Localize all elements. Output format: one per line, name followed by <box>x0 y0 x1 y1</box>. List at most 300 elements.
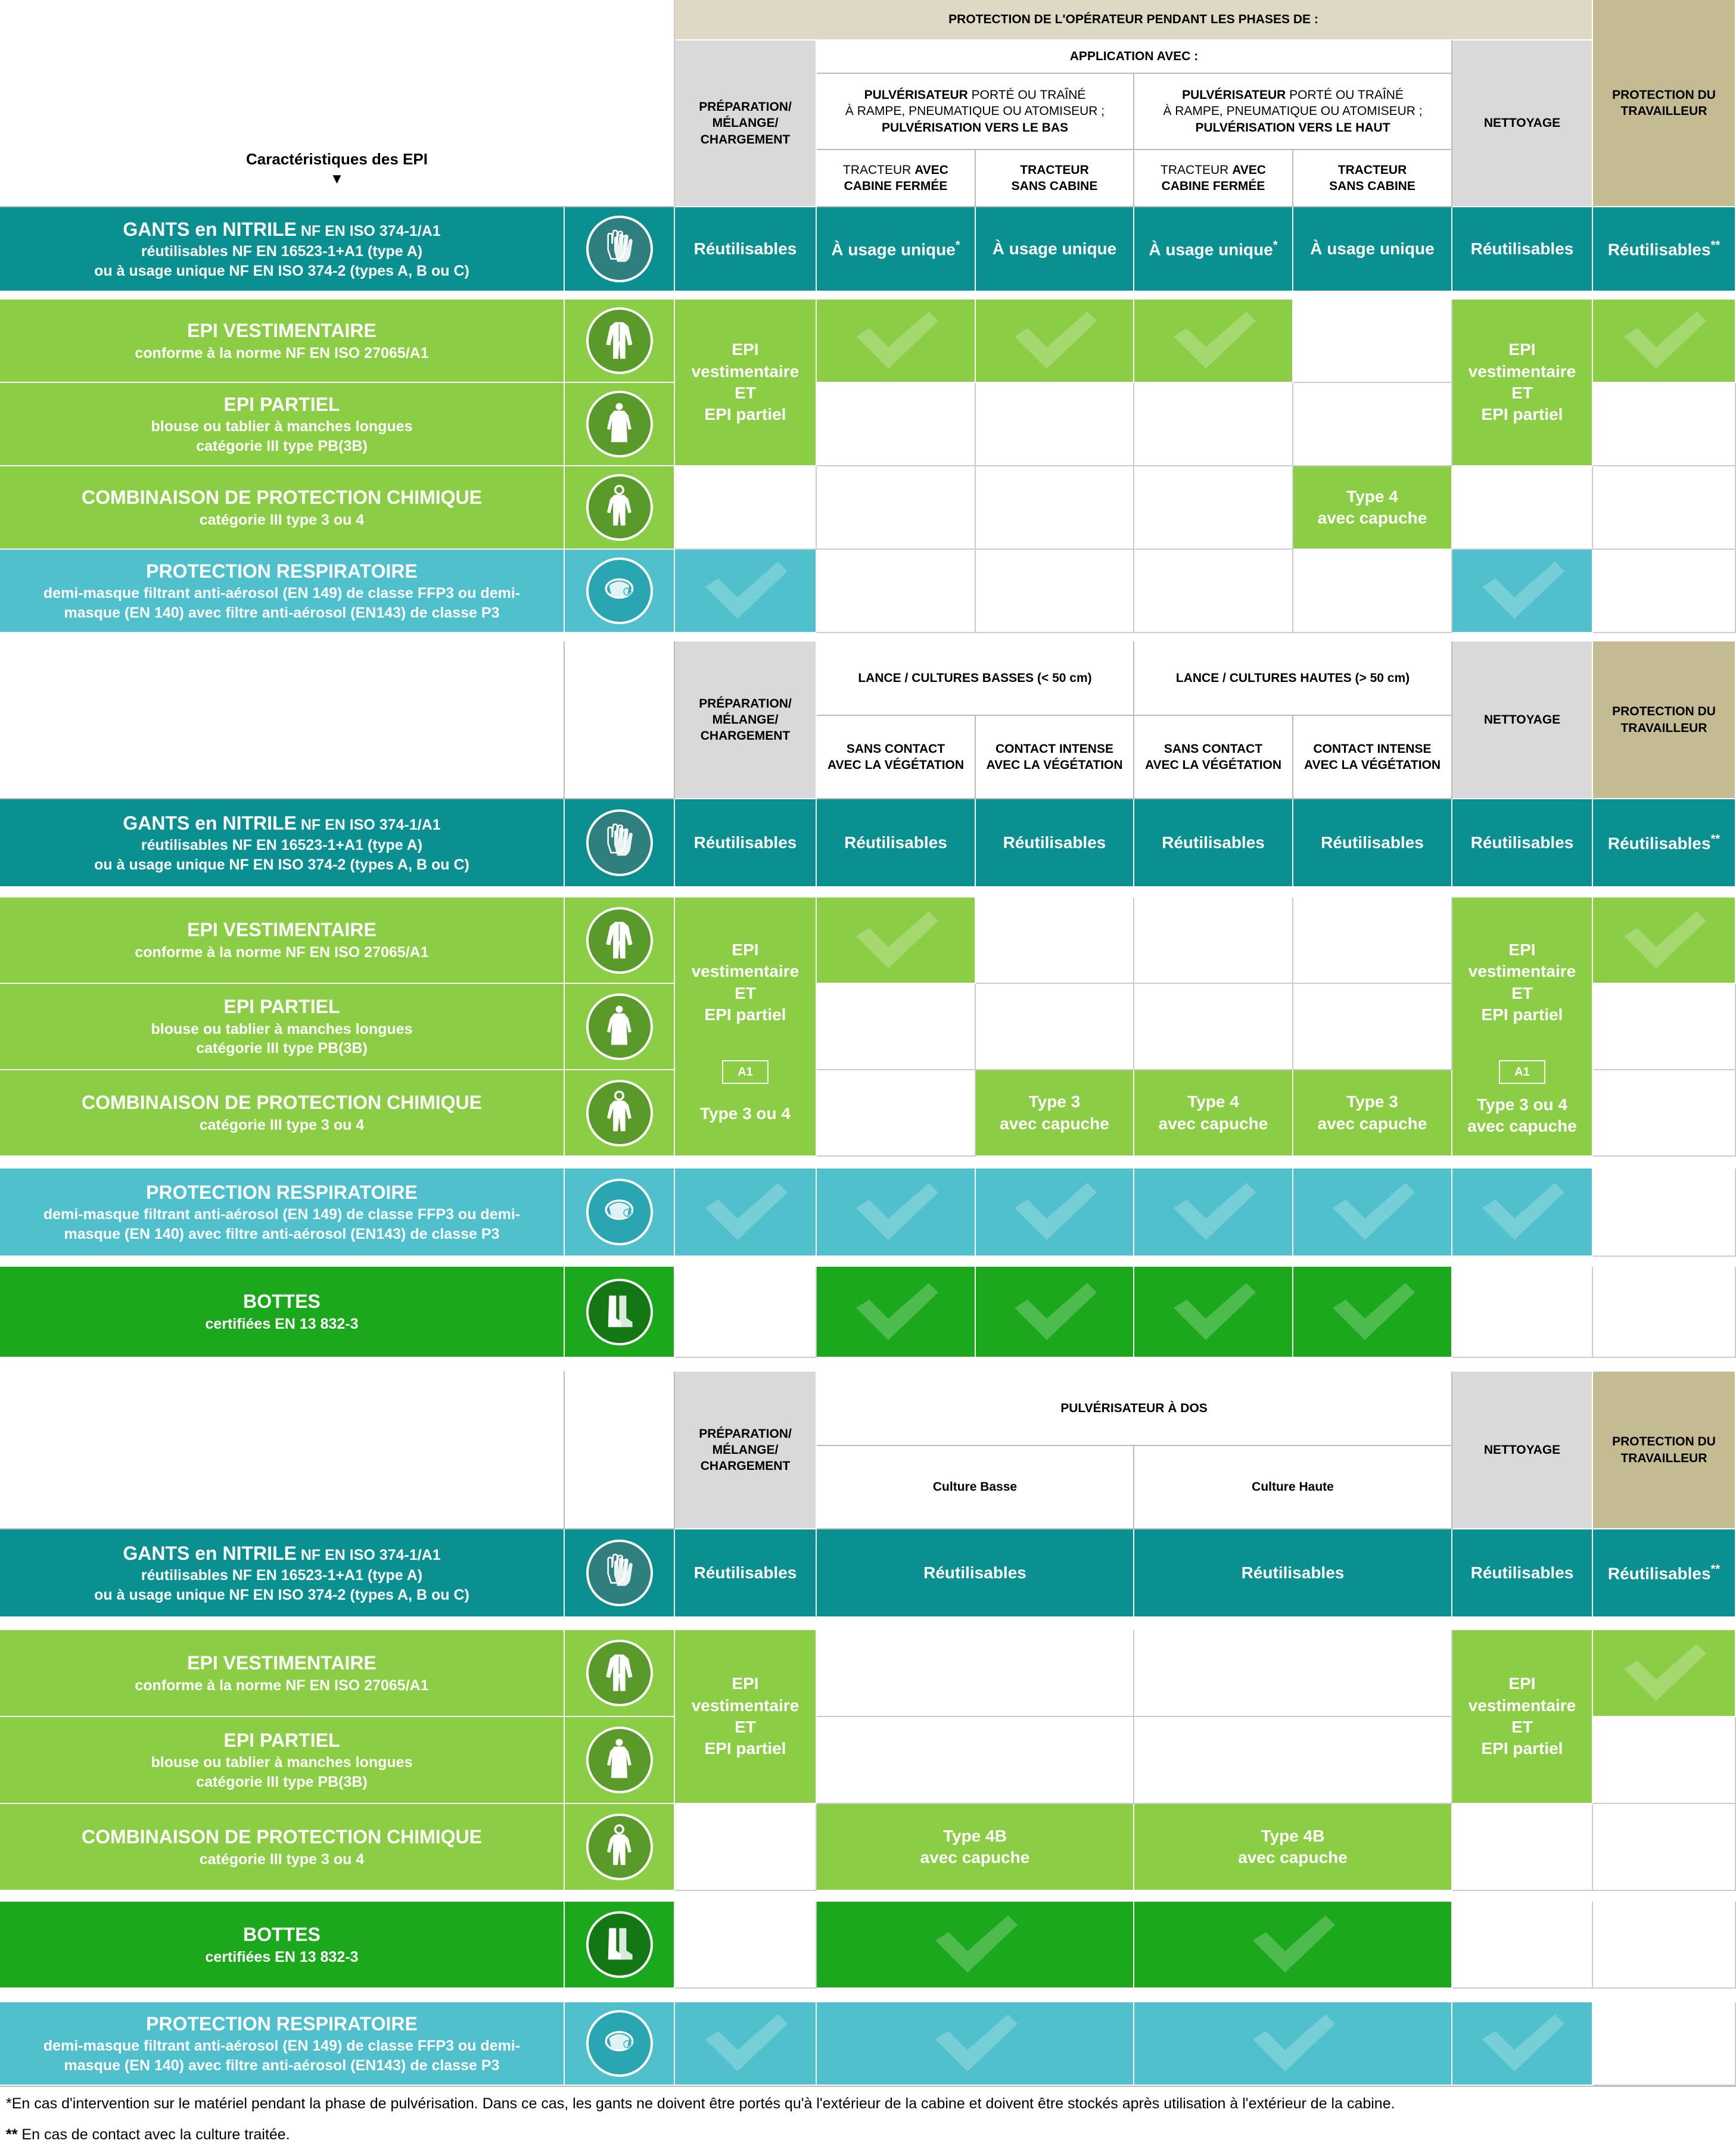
hooded-suit-icon <box>586 1080 653 1146</box>
data-cell <box>675 799 817 887</box>
data-cell <box>675 1169 817 1257</box>
partiel-icon-cell <box>565 383 675 466</box>
partiel-icon-cell <box>565 984 675 1070</box>
check-mark <box>1328 1179 1417 1245</box>
cell-text: SANS CONTACT AVEC LA VÉGÉTATION <box>827 741 965 772</box>
cell-text: PULVÉRISATEUR <box>864 88 968 102</box>
cell-text: CABINE FERMÉE <box>844 179 948 193</box>
data-cell <box>817 300 976 383</box>
value-with-note <box>1149 238 1277 261</box>
cell-text: Type 3 ou 4 avec capuche <box>1467 1095 1577 1136</box>
cell-text: Type 4 avec capuche <box>1158 1092 1268 1133</box>
cell-text: À RAMPE, PNEUMATIQUE OU ATOMISEUR ; <box>1163 104 1423 119</box>
header-tracteur-avec-2 <box>1134 150 1293 207</box>
cell-text: EPI VESTIMENTAIRE <box>187 1652 377 1674</box>
cell-text: PROTECTION DE L'OPÉRATEUR PENDANT LES PHASES DE : <box>948 13 1318 27</box>
check-mark <box>1477 2011 1567 2076</box>
header-nettoyage <box>1452 40 1593 207</box>
boots-icon <box>586 1911 653 1978</box>
cell-text: EPI PARTIEL <box>223 1729 340 1751</box>
data-cell <box>1134 1630 1452 1717</box>
check-mark <box>931 2011 1020 2076</box>
cell-text: blouse ou tablier à manches longues <box>151 418 413 435</box>
cell-text: GANTS en NITRILE <box>123 1542 297 1564</box>
cell-text: PULVÉRISATEUR <box>1182 88 1286 102</box>
data-cell <box>1293 898 1452 984</box>
data-cell <box>1134 383 1293 466</box>
data-cell <box>1452 1529 1593 1618</box>
check-mark <box>1169 308 1258 373</box>
resp-icon-cell <box>565 2002 675 2086</box>
tracteur-line1 <box>1161 162 1266 178</box>
gants-label <box>0 799 565 887</box>
cell-text: À usage unique <box>831 239 956 258</box>
cell-text: réutilisables NF EN 16523-1+A1 (type A) <box>141 837 423 854</box>
cell-text: AVEC <box>914 163 948 177</box>
data-cell <box>675 207 817 292</box>
cell-text: PULVÉRISATEUR À DOS <box>1060 1401 1208 1415</box>
a1-badge: A1 <box>722 1060 769 1084</box>
cell-text: Culture Haute <box>1252 1480 1334 1494</box>
cell-text: NF EN ISO 374-1/A1 <box>296 222 441 239</box>
cell-text: Réutilisables <box>693 1563 797 1582</box>
cell-text: LANCE / CULTURES BASSES (< 50 cm) <box>858 671 1092 685</box>
data-cell <box>817 1717 1134 1804</box>
header-contact-intense <box>976 716 1134 799</box>
cell-text: Réutilisables <box>1607 239 1711 258</box>
cell-text: CONTACT INTENSE AVEC LA VÉGÉTATION <box>986 741 1123 772</box>
bottes-icon-cell <box>565 1267 675 1358</box>
tracteur-line1 <box>843 162 948 178</box>
partiel-label <box>0 984 565 1070</box>
superscript: * <box>1273 238 1278 252</box>
cell-text: catégorie III type 3 ou 4 <box>199 1850 365 1868</box>
cell-text: BOTTES <box>243 1291 321 1313</box>
gants-icon-cell <box>565 1529 675 1618</box>
cell-text: masque (EN 140) avec filtre anti-aérosol (EN143) de classe P3 <box>64 604 500 621</box>
data-cell <box>817 207 976 292</box>
data-cell <box>817 1804 1134 1891</box>
cell-text: PRÉPARATION/ MÉLANGE/ CHARGEMENT <box>699 1426 792 1473</box>
cell-text: SANS CONTACT AVEC LA VÉGÉTATION <box>1144 741 1282 772</box>
cell-text: réutilisables NF EN 16523-1+A1 (type A) <box>141 243 423 260</box>
data-cell <box>1452 466 1593 550</box>
check-mark <box>701 1179 790 1245</box>
cell-text: conforme à la norme NF EN ISO 27065/A1 <box>135 344 429 362</box>
cell-text: catégorie III type PB(3B) <box>196 1773 368 1790</box>
check-mark <box>1619 308 1709 373</box>
value-with-note <box>1608 238 1720 261</box>
data-cell <box>675 1529 817 1618</box>
data-cell <box>1452 1169 1593 1257</box>
check-mark <box>851 308 941 373</box>
vest-icon-cell <box>565 898 675 984</box>
footnote-text: En cas d'intervention sur le matériel pendant la phase de pulvérisation. Dans ce cas, les gants ne doivent être portés qu'à l'extérieur de la cabine et doivent être stockés après utilisation à l'extérieur de la cabine. <box>11 2095 1395 2112</box>
cell-text: AVEC <box>1232 163 1266 177</box>
cell-text: TRACTEUR SANS CABINE <box>1329 163 1415 193</box>
footnote-mark: ** <box>6 2126 18 2143</box>
data-cell <box>1593 1902 1736 1989</box>
data-cell <box>1452 2002 1593 2086</box>
superscript: ** <box>1710 1562 1721 1576</box>
cell-text: PROTECTION RESPIRATOIRE <box>146 2012 418 2035</box>
gants-icon-cell <box>565 799 675 887</box>
data-cell <box>1593 383 1736 466</box>
data-cell <box>817 550 976 633</box>
check-mark <box>851 908 941 973</box>
cell-text: EPI vestimentaire ET EPI partiel <box>691 340 799 424</box>
data-cell <box>1134 207 1293 292</box>
data-cell <box>1134 1717 1452 1804</box>
cell-text: Réutilisables <box>1470 1563 1574 1582</box>
data-cell <box>1593 1169 1736 1257</box>
cell-text: EPI VESTIMENTAIRE <box>187 919 377 941</box>
cell-text: Réutilisables <box>1607 833 1711 852</box>
data-cell <box>817 466 976 550</box>
header-tracteur-avec-1 <box>817 150 976 207</box>
value-with-note <box>1608 1562 1720 1585</box>
value-with-note <box>831 238 960 261</box>
bottes-icon-cell <box>565 1902 675 1989</box>
cell-text: NETTOYAGE <box>1483 712 1561 727</box>
data-cell <box>1593 550 1736 633</box>
data-cell <box>675 1804 817 1891</box>
cell-text: PROTECTION DU TRAVAILLEUR <box>1612 705 1716 735</box>
respirator-mask-icon <box>586 557 653 624</box>
header-travailleur <box>1593 1372 1736 1529</box>
data-cell <box>1452 1267 1593 1358</box>
cell-text: Réutilisables <box>693 833 797 852</box>
cell-text: Réutilisables <box>1162 833 1265 852</box>
cell-text: blouse ou tablier à manches longues <box>151 1754 413 1771</box>
combi-icon-cell <box>565 466 675 550</box>
data-cell <box>1293 984 1452 1070</box>
data-cell <box>817 898 976 984</box>
vest-label <box>0 300 565 383</box>
data-cell <box>1452 1902 1593 1989</box>
gloves-title <box>123 217 440 242</box>
cell-text: demi-masque filtrant anti-aérosol (EN 149) de classe FFP3 ou demi- <box>43 2037 521 2055</box>
cell-text: Réutilisables <box>1470 239 1574 258</box>
data-cell <box>976 300 1134 383</box>
corner-cell <box>0 0 675 207</box>
cell-text: À usage unique <box>992 239 1117 258</box>
gloves-icon <box>586 809 653 876</box>
data-cell <box>817 1630 1134 1717</box>
cell-text: Réutilisables <box>1607 1563 1711 1582</box>
cell-text: Type 3 avec capuche <box>1317 1092 1427 1133</box>
check-mark <box>1248 1912 1337 1977</box>
blank-header-cell <box>0 641 565 799</box>
data-cell <box>1134 799 1293 887</box>
resp-label <box>0 550 565 633</box>
cell-text: PORTÉ OU TRAÎNÉ <box>967 88 1086 102</box>
cell-text: À usage unique <box>1149 239 1273 258</box>
respirator-mask-icon <box>586 2010 653 2077</box>
data-cell <box>1134 550 1293 633</box>
cell-text: Réutilisables <box>693 239 797 258</box>
cell-text: EPI vestimentaire ET EPI partiel <box>691 1674 799 1758</box>
combi-icon-cell <box>565 1804 675 1891</box>
cell-text: PORTÉ OU TRAÎNÉ <box>1286 88 1404 102</box>
data-cell <box>817 2002 1134 2086</box>
cell-text: APPLICATION AVEC : <box>1069 49 1199 64</box>
resp-label <box>0 2002 565 2086</box>
check-mark <box>851 1179 941 1245</box>
cell-text: masque (EN 140) avec filtre anti-aérosol (EN143) de classe P3 <box>64 2057 500 2074</box>
cell-text: Type 4 avec capuche <box>1317 487 1427 527</box>
data-cell <box>1134 2002 1452 2086</box>
cell-text: PRÉPARATION/ MÉLANGE/ CHARGEMENT <box>699 100 792 147</box>
superscript: ** <box>1710 238 1721 252</box>
pulv-line1 <box>1182 87 1404 103</box>
data-cell <box>976 799 1134 887</box>
data-cell <box>1134 1804 1452 1891</box>
corner-title: Caractéristiques des EPI <box>246 150 428 169</box>
cell-text: certifiées EN 13 832-3 <box>205 1948 359 1965</box>
header-culture-basse <box>817 1446 1134 1529</box>
cell-text: demi-masque filtrant anti-aérosol (EN 149) de classe FFP3 ou demi- <box>43 585 521 602</box>
cell-text: COMBINAISON DE PROTECTION CHIMIQUE <box>81 486 482 508</box>
cell-text: Réutilisables <box>1470 833 1574 852</box>
cell-text: certifiées EN 13 832-3 <box>205 1316 359 1333</box>
gloves-title <box>123 1541 440 1566</box>
data-cell <box>976 984 1134 1070</box>
data-cell <box>1134 1529 1452 1618</box>
header-pulv-haut <box>1134 74 1452 150</box>
bottes-label <box>0 1902 565 1989</box>
data-cell <box>675 466 817 550</box>
data-cell <box>817 1529 1134 1618</box>
cell-text: Culture Basse <box>932 1480 1018 1494</box>
cell-text: EPI PARTIEL <box>223 996 340 1018</box>
data-cell <box>1452 898 1593 1157</box>
cell-text: NF EN ISO 374-1/A1 <box>296 816 441 833</box>
cell-text: CABINE FERMÉE <box>1161 179 1265 193</box>
header-sans-contact <box>817 716 976 799</box>
data-cell <box>1593 1529 1736 1618</box>
apron-icon <box>586 993 653 1060</box>
blank-icon-header-cell <box>565 641 675 799</box>
data-cell <box>1452 1804 1593 1891</box>
header-travailleur <box>1593 641 1736 799</box>
data-cell <box>976 550 1134 633</box>
cell-text: NETTOYAGE <box>1483 116 1561 130</box>
cell-text: Type 4B avec capuche <box>1238 1826 1348 1867</box>
data-cell <box>1293 799 1452 887</box>
gloves-icon <box>586 1540 653 1606</box>
footnote-mark: * <box>6 2095 12 2112</box>
cell-text: Type 4B avec capuche <box>920 1826 1030 1867</box>
cell-text: masque (EN 140) avec filtre anti-aérosol (EN143) de classe P3 <box>64 1225 500 1242</box>
coverall-icon <box>586 307 653 374</box>
data-cell <box>675 898 817 1157</box>
resp-icon-cell <box>565 1169 675 1257</box>
data-cell <box>1293 207 1452 292</box>
cell-text: PULVÉRISATION VERS LE HAUT <box>1195 120 1390 135</box>
data-cell <box>1452 1630 1593 1804</box>
data-cell <box>817 1267 976 1358</box>
data-cell <box>1134 300 1293 383</box>
data-cell <box>1293 1169 1452 1257</box>
down-arrow: ▼ <box>329 170 344 187</box>
resp-icon-cell <box>565 550 675 633</box>
check-mark <box>701 2011 790 2076</box>
data-cell <box>675 1630 817 1804</box>
check-mark <box>1328 1279 1417 1345</box>
partiel-label <box>0 1717 565 1804</box>
data-cell <box>1134 1169 1293 1257</box>
cell-text: conforme à la norme NF EN ISO 27065/A1 <box>135 944 429 961</box>
data-cell <box>817 799 976 887</box>
data-cell <box>1593 1717 1736 1804</box>
header-main <box>675 0 1593 40</box>
data-cell <box>1593 2002 1736 2086</box>
data-cell <box>817 1169 976 1257</box>
data-cell <box>1593 466 1736 550</box>
data-cell <box>1593 207 1736 292</box>
cell-text: Type 3 ou 4 <box>700 1104 791 1123</box>
cell-text: PRÉPARATION/ MÉLANGE/ CHARGEMENT <box>699 696 792 743</box>
cell-text: catégorie III type PB(3B) <box>196 1040 368 1057</box>
data-cell <box>1134 1267 1293 1358</box>
data-cell <box>817 383 976 466</box>
cell-text: ou à usage unique NF EN ISO 374-2 (types A, B ou C) <box>94 262 469 279</box>
data-cell <box>976 466 1134 550</box>
data-cell <box>1593 1267 1736 1358</box>
cell-text: Réutilisables <box>923 1563 1026 1582</box>
combi-label <box>0 1804 565 1891</box>
check-mark <box>1169 1179 1258 1245</box>
data-cell <box>976 383 1134 466</box>
data-cell <box>1593 1630 1736 1717</box>
cell-text: EPI vestimentaire ET EPI partiel <box>1468 1674 1576 1758</box>
data-cell <box>1593 1070 1736 1157</box>
data-cell <box>1293 1267 1452 1358</box>
cell-text: Réutilisables <box>1003 833 1106 852</box>
combi-icon-cell <box>565 1070 675 1157</box>
cell-text: Type 3 avec capuche <box>1000 1092 1109 1133</box>
data-cell <box>1293 550 1452 633</box>
blank-header-cell <box>0 1372 565 1529</box>
cell-text: LANCE / CULTURES HAUTES (> 50 cm) <box>1175 671 1410 685</box>
data-cell <box>1293 383 1452 466</box>
header-sans-contact <box>1134 716 1293 799</box>
superscript: ** <box>1710 832 1721 846</box>
data-cell <box>1293 466 1452 550</box>
boots-icon <box>586 1279 653 1345</box>
cell-text: catégorie III type 3 ou 4 <box>199 511 365 528</box>
cell-text: TRACTEUR SANS CABINE <box>1011 163 1098 193</box>
check-mark <box>931 1912 1020 1977</box>
value-with-note <box>1608 831 1720 855</box>
superscript: * <box>955 238 960 252</box>
gants-label <box>0 207 565 292</box>
gloves-title <box>123 811 440 836</box>
header-pulv-dos <box>817 1372 1452 1446</box>
gants-label <box>0 1529 565 1618</box>
partiel-label <box>0 383 565 466</box>
data-cell <box>675 1267 817 1358</box>
resp-label <box>0 1169 565 1257</box>
data-cell <box>1293 300 1452 383</box>
cell-text: À usage unique <box>1310 239 1435 258</box>
header-culture-haute <box>1134 1446 1452 1529</box>
cell-text: conforme à la norme NF EN ISO 27065/A1 <box>135 1677 429 1694</box>
cell-text: TRACTEUR <box>1161 163 1233 177</box>
cell-text: PROTECTION RESPIRATOIRE <box>146 1181 418 1203</box>
coverall-icon <box>586 907 653 974</box>
footnote-1 <box>6 2095 1395 2113</box>
data-cell <box>1593 1804 1736 1891</box>
data-cell <box>1293 1070 1452 1157</box>
respirator-mask-icon <box>586 1179 653 1245</box>
data-cell <box>817 1902 1134 1989</box>
header-pulv-bas <box>817 74 1134 150</box>
data-cell <box>1452 799 1593 887</box>
header-lance-hautes <box>1134 641 1452 716</box>
coverall-icon <box>586 1640 653 1706</box>
header-prep <box>675 641 817 799</box>
footnote-divider <box>0 2086 1736 2087</box>
data-cell <box>1452 550 1593 633</box>
header-prep <box>675 40 817 207</box>
gloves-icon <box>586 216 653 282</box>
cell-text: GANTS en NITRILE <box>123 218 297 240</box>
cell-text: NF EN ISO 374-1/A1 <box>296 1546 441 1563</box>
data-cell <box>675 300 817 466</box>
cell-text: catégorie III type 3 ou 4 <box>199 1117 365 1134</box>
cell-text: TRACTEUR <box>843 163 915 177</box>
cell-text: EPI vestimentaire ET EPI partiel <box>691 940 799 1024</box>
cell-text: Réutilisables <box>844 833 947 852</box>
check-mark <box>851 1279 941 1345</box>
cell-text: NETTOYAGE <box>1483 1442 1561 1457</box>
check-mark <box>1248 2011 1337 2076</box>
data-cell <box>976 1169 1134 1257</box>
vest-label <box>0 898 565 984</box>
cell-text: COMBINAISON DE PROTECTION CHIMIQUE <box>81 1092 482 1114</box>
apron-icon <box>586 391 653 457</box>
data-cell <box>1452 207 1593 292</box>
check-mark <box>1477 1179 1567 1245</box>
data-cell <box>1593 799 1736 887</box>
data-cell <box>1134 466 1293 550</box>
footnote-text: En cas de contact avec la culture traitée. <box>17 2126 290 2143</box>
cell-text: EPI PARTIEL <box>223 393 340 415</box>
header-prep <box>675 1372 817 1529</box>
cell-text: Réutilisables <box>1241 1563 1345 1582</box>
header-nettoyage <box>1452 641 1593 799</box>
data-cell <box>817 984 976 1070</box>
vest-label <box>0 1630 565 1717</box>
data-cell <box>976 1070 1134 1157</box>
data-cell <box>675 1902 817 1989</box>
data-cell <box>1593 898 1736 984</box>
check-mark <box>1619 1640 1709 1706</box>
header-travailleur <box>1593 0 1736 207</box>
header-lance-basses <box>817 641 1134 716</box>
combi-label <box>0 1070 565 1157</box>
cell-text: EPI VESTIMENTAIRE <box>187 319 377 341</box>
cell-text: réutilisables NF EN 16523-1+A1 (type A) <box>141 1567 423 1584</box>
check-mark <box>1010 308 1099 373</box>
header-tracteur-sans-2 <box>1293 150 1452 207</box>
header-nettoyage <box>1452 1372 1593 1529</box>
vest-icon-cell <box>565 300 675 383</box>
data-cell <box>1134 1902 1452 1989</box>
data-cell <box>1134 1070 1293 1157</box>
